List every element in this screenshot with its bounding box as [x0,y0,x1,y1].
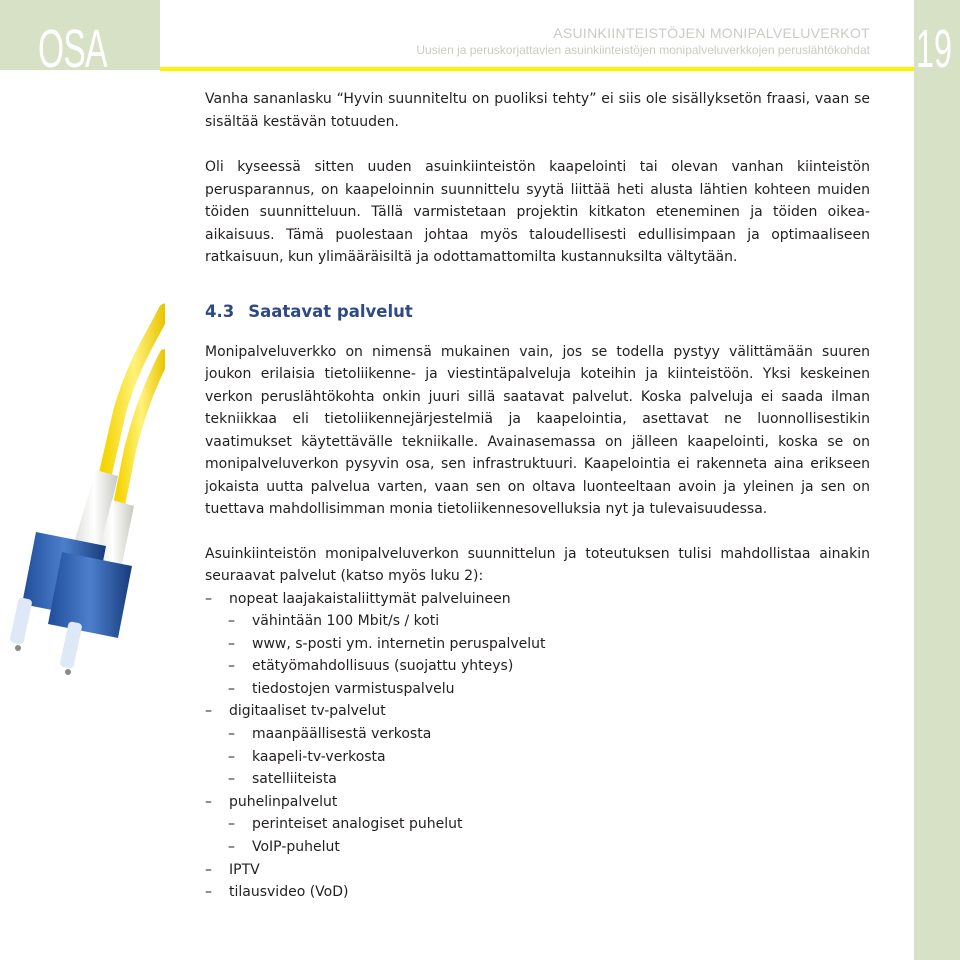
list-dash: – [228,726,235,743]
header-rule [160,67,914,71]
list-item [205,655,870,678]
list-item-text: digitaaliset tv-palvelut [229,703,386,720]
list-dash: – [228,613,235,630]
list-dash: – [205,590,212,607]
list-item [205,633,870,656]
page-body [205,88,870,904]
list-dash: – [228,658,235,675]
running-header-subtitle: Uusien ja peruskorjattavien asuinkiinteistöjen monipalveluverkkojen peruslähtökohdat [416,43,870,57]
list-item [205,859,870,882]
list-dash: – [228,771,235,788]
section-tab [0,0,160,133]
paragraph-planning: Oli kyseessä sitten uuden asuinkiinteistön kaapelointi tai olevan vanhan kiinteistön perusparannus, on kaapeloinnin suunnittelu syytä liittää heti alusta lähtien kohteen muiden töiden suunnitteluun. Tällä varmistetaan projektin kitkaton eteneminen ja töiden oikea-aikaisuus. Tämä puolestaan johtaa myös taloudellisesti edullisimpaan ja optimaaliseen ratkaisuun, kun ylimääräisiltä ja odottamattomilta kustannuksilta vältytään. [205,159,870,265]
service-list [205,588,870,904]
section-title: Saatavat palvelut [248,301,413,321]
list-dash: – [228,680,235,697]
running-header-title: ASUINKIINTEISTÖJEN MONIPALVELUVERKOT [553,25,870,41]
list-dash: – [228,635,235,652]
list-dash: – [205,861,212,878]
list-dash: – [228,748,235,765]
list-item-text: maanpäällisestä verkosta [252,726,432,743]
list-item [205,746,870,769]
list-item [205,768,870,791]
right-margin-band [914,0,960,960]
list-item-text: VoIP-puhelut [252,839,340,856]
list-item-text: perinteiset analogiset puhelut [252,816,463,833]
list-item-text: kaapeli-tv-verkosta [252,748,386,765]
list-dash: – [205,884,212,901]
list-item-text: nopeat laajakaistaliittymät palveluineen [229,590,511,607]
section-label: OSA 4 [38,19,105,133]
paragraph-services: Monipalveluverkko on nimensä mukainen vain, jos se todella pystyy välittämään suuren joukon erilaisia tietoliikenne- ja viestintäpalveluja koteihin ja kiinteistöön. Yksi keskeinen verkon peruslähtökohta onkin juuri sillä saatavat palvelut. Koska palveluja ei saada ilman tekniikkaa eli tietoliikennejärjestelmiä ja kaapelointia, asettavat ne luonnollisestikin vaatimukset käytettävälle tekniikalle. Avainasemassa on jälleen kaapelointi, koska se on monipalveluverkon pysyvin osa, sen infrastruktuuri. Kaapelointia ei rakenneta aina erikseen jokaista uutta palvelua varten, vaan sen on oltava luonteeltaan avoin ja yleinen ja sen on tuettava mahdollisimman monia tietoliikennesovelluksia nyt ja tulevaisuudessa. [205,343,870,517]
list-item [205,813,870,836]
list-item [205,723,870,746]
page-number: 19 [915,19,952,79]
paragraph-list-intro: Asuinkiinteistön monipalveluverkon suunnittelun ja toteutuksen tulisi mahdollistaa ainakin seuraavat palvelut (katso myös luku 2): [205,545,870,584]
section-number: 4.3 [205,301,235,321]
list-item [205,610,870,633]
list-dash: – [205,793,212,810]
list-item [205,700,870,723]
list-item-text: IPTV [229,861,260,878]
list-item [205,836,870,859]
list-dash: – [228,816,235,833]
list-item-text: tiedostojen varmistuspalvelu [252,680,455,697]
list-item-text: www, s-posti ym. internetin peruspalvelut [252,635,546,652]
list-item-text: etätyömahdollisuus (suojattu yhteys) [252,658,514,675]
list-dash: – [205,703,212,720]
list-item-text: vähintään 100 Mbit/s / koti [252,613,440,630]
list-item-text: puhelinpalvelut [229,793,338,810]
section-heading [205,301,870,323]
list-dash: – [228,839,235,856]
list-item-text: tilausvideo (VoD) [229,884,349,901]
paragraph-intro: Vanha sananlasku “Hyvin suunniteltu on puoliksi tehty” ei siis ole sisällyksetön fraasi, vaan se sisältää kestävän totuuden. [205,91,870,130]
fiber-connector-illustration [0,300,165,680]
list-item [205,588,870,611]
list-item [205,791,870,814]
list-item [205,678,870,701]
list-item-text: satelliiteista [252,771,337,788]
list-item [205,881,870,904]
running-header [180,24,870,58]
